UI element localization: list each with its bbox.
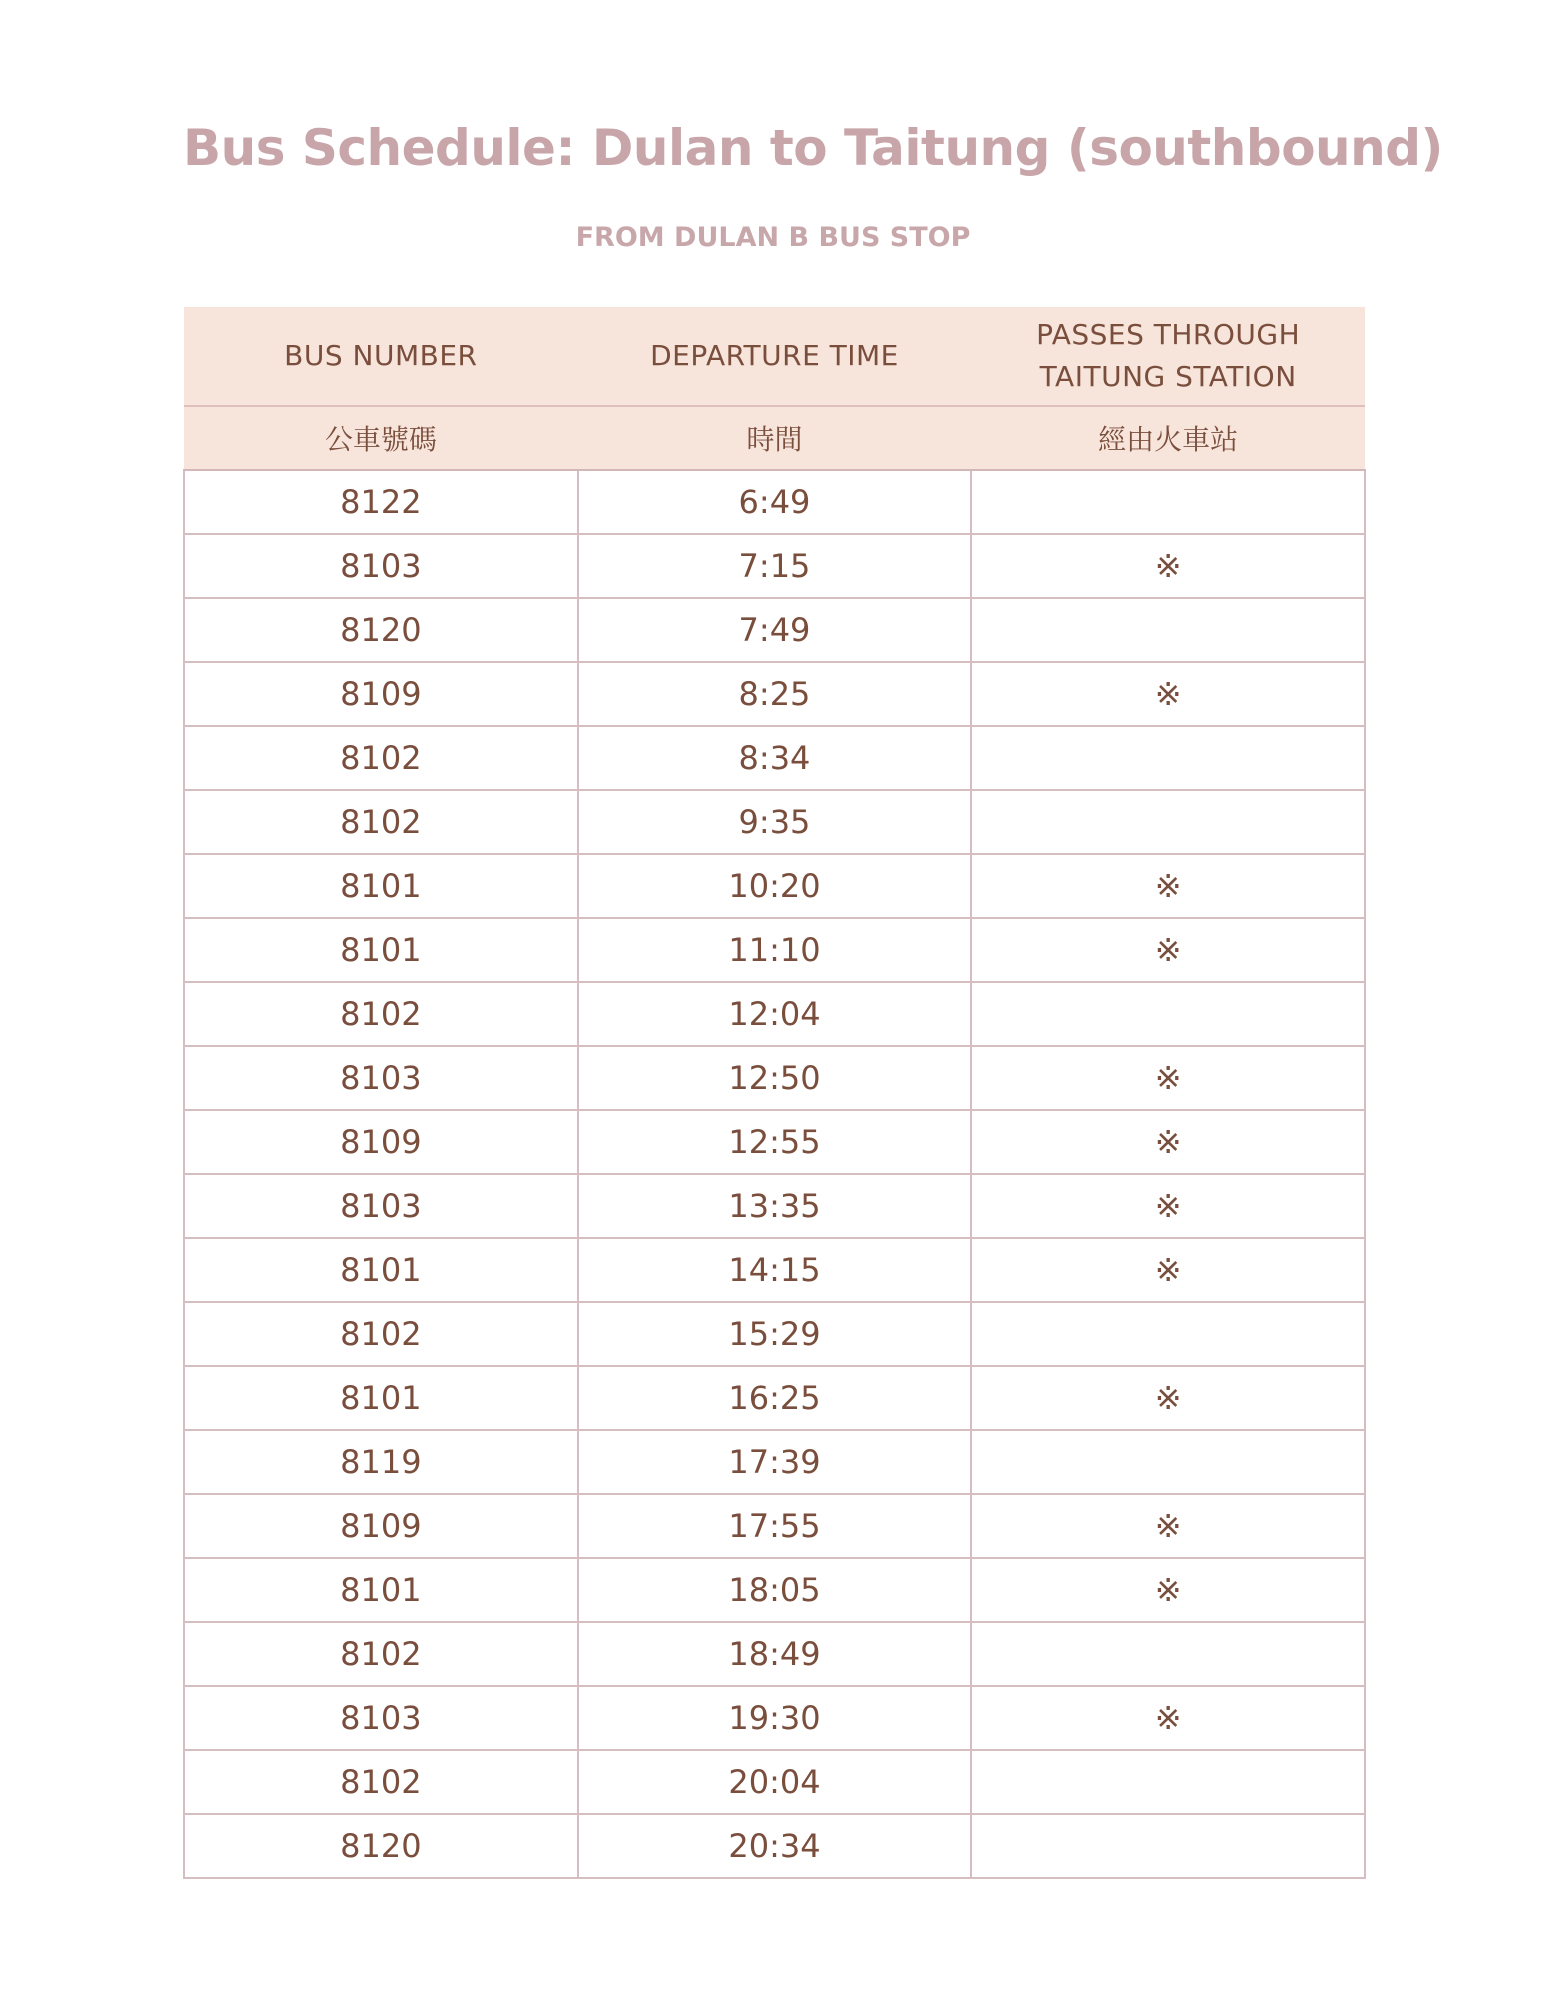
departure-time-cell: 17:55 [578, 1494, 972, 1558]
departure-time-cell: 9:35 [578, 790, 972, 854]
header-departure-time-zh: 時間 [578, 406, 972, 470]
table-row [184, 1238, 1365, 1302]
table-row [184, 1750, 1365, 1814]
bus-number-cell: 8109 [184, 1494, 578, 1558]
table-row [184, 1558, 1365, 1622]
table-row [184, 982, 1365, 1046]
table-row [184, 1302, 1365, 1366]
table-row [184, 1110, 1365, 1174]
table-row [184, 1814, 1365, 1878]
header-departure-time: DEPARTURE TIME [578, 307, 972, 406]
station-mark-cell: ※ [971, 918, 1365, 982]
table-row [184, 598, 1365, 662]
header-bus-number: BUS NUMBER [184, 307, 578, 406]
header-row-chinese [184, 406, 1365, 470]
station-mark-cell [971, 790, 1365, 854]
table-row [184, 918, 1365, 982]
departure-time-cell: 16:25 [578, 1366, 972, 1430]
station-mark-cell: ※ [971, 1686, 1365, 1750]
station-mark-cell [971, 982, 1365, 1046]
station-mark-cell: ※ [971, 1494, 1365, 1558]
departure-time-cell: 18:05 [578, 1558, 972, 1622]
schedule-table [183, 307, 1366, 1879]
departure-time-cell: 13:35 [578, 1174, 972, 1238]
bus-number-cell: 8109 [184, 1110, 578, 1174]
header-passes-station: PASSES THROUGH TAITUNG STATION [971, 307, 1365, 406]
station-mark-cell [971, 1302, 1365, 1366]
bus-number-cell: 8101 [184, 1366, 578, 1430]
departure-time-cell: 10:20 [578, 854, 972, 918]
table-row [184, 470, 1365, 534]
bus-number-cell: 8102 [184, 1750, 578, 1814]
departure-time-cell: 20:04 [578, 1750, 972, 1814]
schedule-body [184, 470, 1365, 1878]
station-mark-cell [971, 1430, 1365, 1494]
table-row [184, 1622, 1365, 1686]
departure-time-cell: 12:50 [578, 1046, 972, 1110]
station-mark-cell: ※ [971, 1366, 1365, 1430]
page-title: Bus Schedule: Dulan to Taitung (southbound) [183, 119, 1443, 177]
station-mark-cell [971, 470, 1365, 534]
bus-number-cell: 8101 [184, 854, 578, 918]
departure-time-cell: 7:15 [578, 534, 972, 598]
station-mark-cell [971, 598, 1365, 662]
bus-number-cell: 8102 [184, 982, 578, 1046]
bus-number-cell: 8102 [184, 790, 578, 854]
page-subtitle: FROM DULAN B BUS STOP [575, 222, 971, 253]
table-row [184, 1046, 1365, 1110]
station-mark-cell [971, 1814, 1365, 1878]
table-row [184, 1686, 1365, 1750]
bus-number-cell: 8120 [184, 1814, 578, 1878]
header-row-english [184, 307, 1365, 406]
bus-number-cell: 8102 [184, 726, 578, 790]
bus-number-cell: 8103 [184, 534, 578, 598]
bus-number-cell: 8101 [184, 1238, 578, 1302]
station-mark-cell: ※ [971, 1558, 1365, 1622]
station-mark-cell: ※ [971, 854, 1365, 918]
station-mark-cell: ※ [971, 1046, 1365, 1110]
departure-time-cell: 12:04 [578, 982, 972, 1046]
departure-time-cell: 15:29 [578, 1302, 972, 1366]
bus-number-cell: 8102 [184, 1302, 578, 1366]
table-row [184, 1366, 1365, 1430]
bus-number-cell: 8122 [184, 470, 578, 534]
departure-time-cell: 6:49 [578, 470, 972, 534]
station-mark-cell [971, 1750, 1365, 1814]
station-mark-cell: ※ [971, 662, 1365, 726]
bus-number-cell: 8120 [184, 598, 578, 662]
bus-number-cell: 8102 [184, 1622, 578, 1686]
station-mark-cell: ※ [971, 1110, 1365, 1174]
bus-number-cell: 8103 [184, 1686, 578, 1750]
table-row [184, 854, 1365, 918]
station-mark-cell: ※ [971, 1238, 1365, 1302]
table-row [184, 790, 1365, 854]
departure-time-cell: 19:30 [578, 1686, 972, 1750]
table-row [184, 662, 1365, 726]
departure-time-cell: 11:10 [578, 918, 972, 982]
header-passes-station-zh: 經由火車站 [971, 406, 1365, 470]
station-mark-cell [971, 1622, 1365, 1686]
departure-time-cell: 17:39 [578, 1430, 972, 1494]
bus-number-cell: 8109 [184, 662, 578, 726]
departure-time-cell: 12:55 [578, 1110, 972, 1174]
departure-time-cell: 8:25 [578, 662, 972, 726]
table-row [184, 1174, 1365, 1238]
table-row [184, 1430, 1365, 1494]
station-mark-cell: ※ [971, 534, 1365, 598]
departure-time-cell: 14:15 [578, 1238, 972, 1302]
bus-number-cell: 8119 [184, 1430, 578, 1494]
table-row [184, 726, 1365, 790]
bus-number-cell: 8101 [184, 1558, 578, 1622]
station-mark-cell [971, 726, 1365, 790]
departure-time-cell: 7:49 [578, 598, 972, 662]
table-row [184, 1494, 1365, 1558]
bus-number-cell: 8103 [184, 1174, 578, 1238]
bus-number-cell: 8103 [184, 1046, 578, 1110]
header-bus-number-zh: 公車號碼 [184, 406, 578, 470]
departure-time-cell: 8:34 [578, 726, 972, 790]
bus-number-cell: 8101 [184, 918, 578, 982]
table-row [184, 534, 1365, 598]
departure-time-cell: 20:34 [578, 1814, 972, 1878]
station-mark-cell: ※ [971, 1174, 1365, 1238]
departure-time-cell: 18:49 [578, 1622, 972, 1686]
